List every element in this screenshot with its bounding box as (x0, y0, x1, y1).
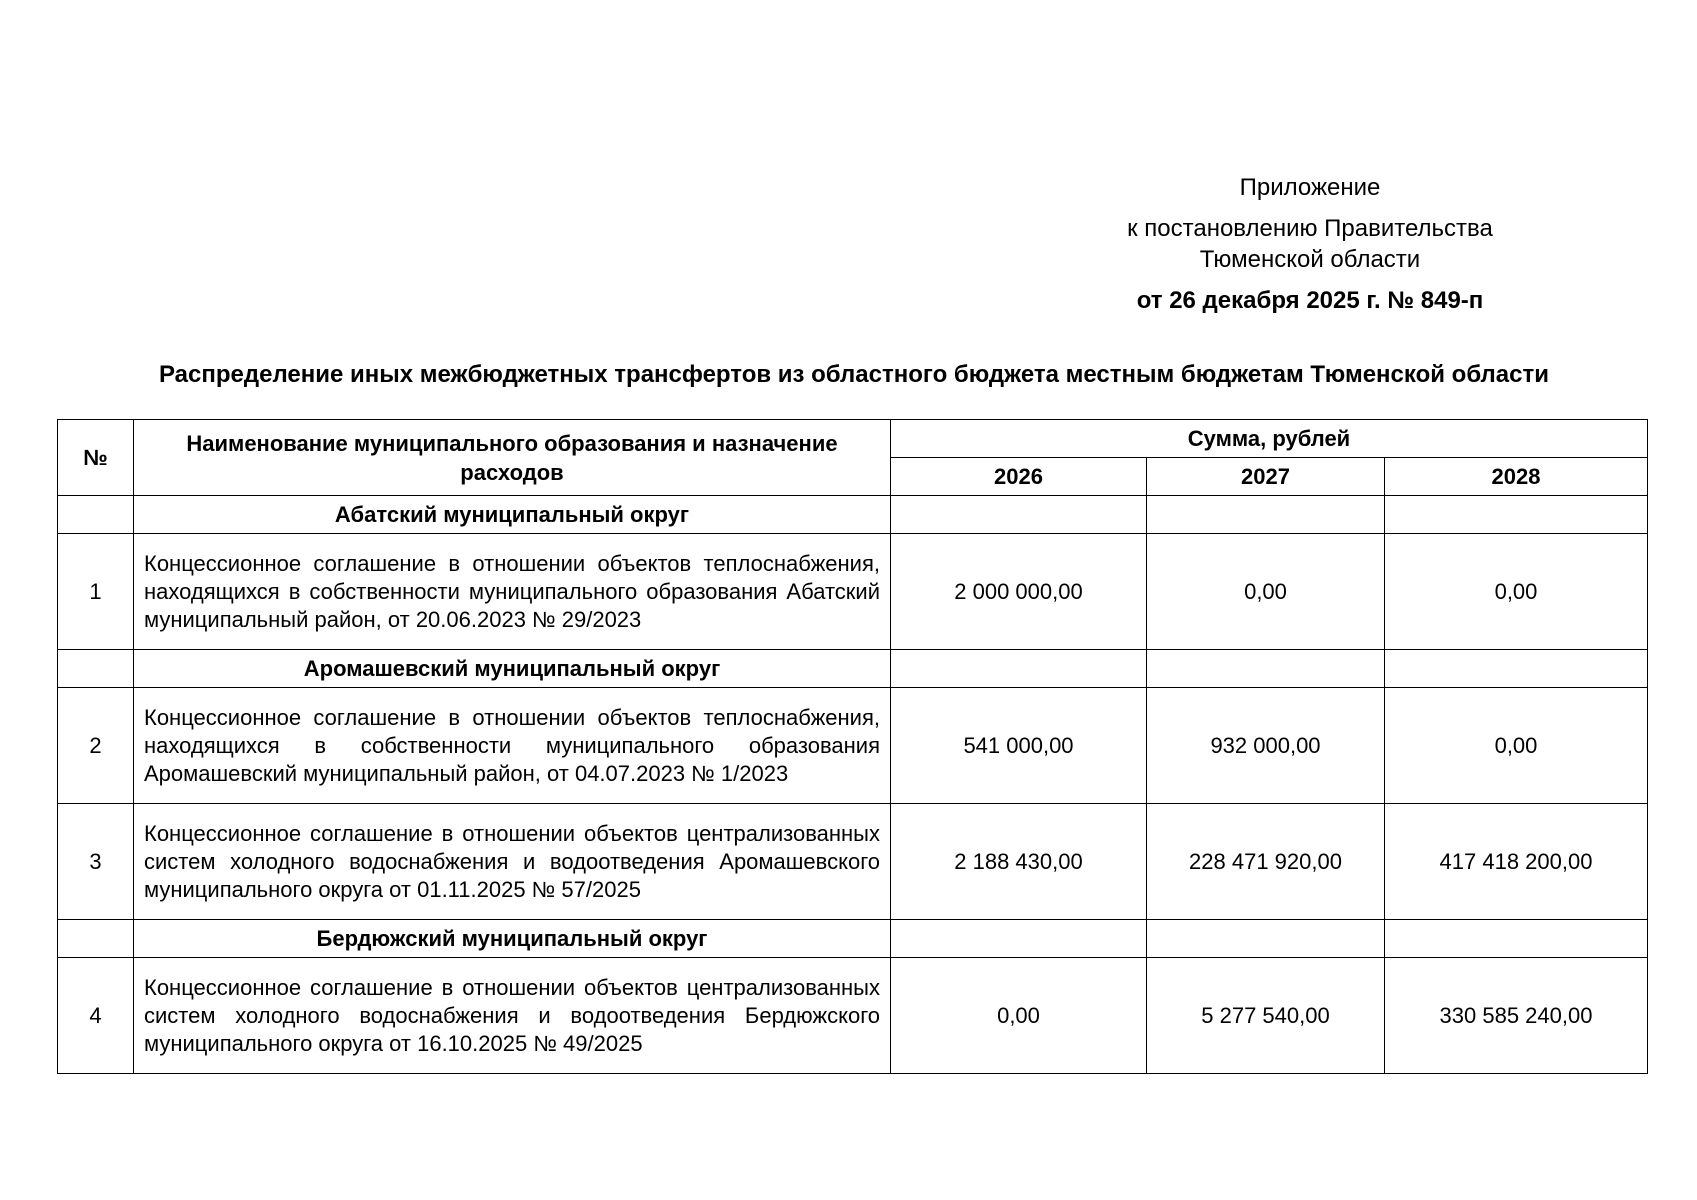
row-sum-2028: 0,00 (1385, 688, 1648, 804)
row-sum-2028: 417 418 200,00 (1385, 804, 1648, 920)
table-row (58, 534, 1648, 650)
row-sum-2027: 0,00 (1147, 534, 1385, 650)
row-number: 2 (58, 688, 134, 804)
row-description: Концессионное соглашение в отношении объектов теплоснабжения, находящихся в собственности муниципального образования Аромашевский муниципальный район, от 04.07.2023 № 1/2023 (134, 688, 891, 804)
group-name: Аромашевский муниципальный округ (134, 650, 891, 688)
row-sum-2026: 0,00 (891, 958, 1147, 1074)
group-row (58, 920, 1648, 958)
table-row (58, 688, 1648, 804)
table-row (58, 958, 1648, 1074)
row-number: 1 (58, 534, 134, 650)
group-row (58, 496, 1648, 534)
group-row (58, 650, 1648, 688)
row-sum-2028: 0,00 (1385, 534, 1648, 650)
column-header-year-2026: 2026 (891, 458, 1147, 496)
row-description: Концессионное соглашение в отношении объектов централизованных систем холодного водоснабжения и водоотведения Аромашевского муниципального округа от 01.11.2025 № 57/2025 (134, 804, 891, 920)
column-header-year-2028: 2028 (1385, 458, 1648, 496)
table-header-row (58, 420, 1648, 458)
table-row (58, 804, 1648, 920)
resolution-date-number: от 26 декабря 2025 г. № 849-п (1136, 287, 1484, 314)
row-sum-2026: 2 188 430,00 (891, 804, 1147, 920)
row-number: 4 (58, 958, 134, 1074)
row-number: 3 (58, 804, 134, 920)
group-name: Бердюжский муниципальный округ (134, 920, 891, 958)
column-header-number: № (58, 420, 134, 496)
column-header-sum: Сумма, рублей (891, 420, 1648, 458)
row-sum-2027: 228 471 920,00 (1147, 804, 1385, 920)
row-sum-2027: 932 000,00 (1147, 688, 1385, 804)
region-name: Тюменской области (1199, 246, 1421, 273)
column-header-year-2027: 2027 (1147, 458, 1385, 496)
document-title: Распределение иных межбюджетных трансфертов из областного бюджета местным бюджетам Тюменской области (158, 361, 1550, 388)
group-name: Абатский муниципальный округ (134, 496, 891, 534)
appendix-label: Приложение (1239, 174, 1381, 201)
row-description: Концессионное соглашение в отношении объектов теплоснабжения, находящихся в собственности муниципального образования Абатский муниципальный район, от 20.06.2023 № 29/2023 (134, 534, 891, 650)
row-sum-2028: 330 585 240,00 (1385, 958, 1648, 1074)
row-description: Концессионное соглашение в отношении объектов централизованных систем холодного водоснабжения и водоотведения Бердюжского муниципального округа от 16.10.2025 № 49/2025 (134, 958, 891, 1074)
row-sum-2027: 5 277 540,00 (1147, 958, 1385, 1074)
column-header-name: Наименование муниципального образования и назначение расходов (134, 420, 891, 496)
transfers-table (57, 419, 1648, 1074)
row-sum-2026: 541 000,00 (891, 688, 1147, 804)
row-sum-2026: 2 000 000,00 (891, 534, 1147, 650)
resolution-reference: к постановлению Правительства (1127, 215, 1493, 242)
